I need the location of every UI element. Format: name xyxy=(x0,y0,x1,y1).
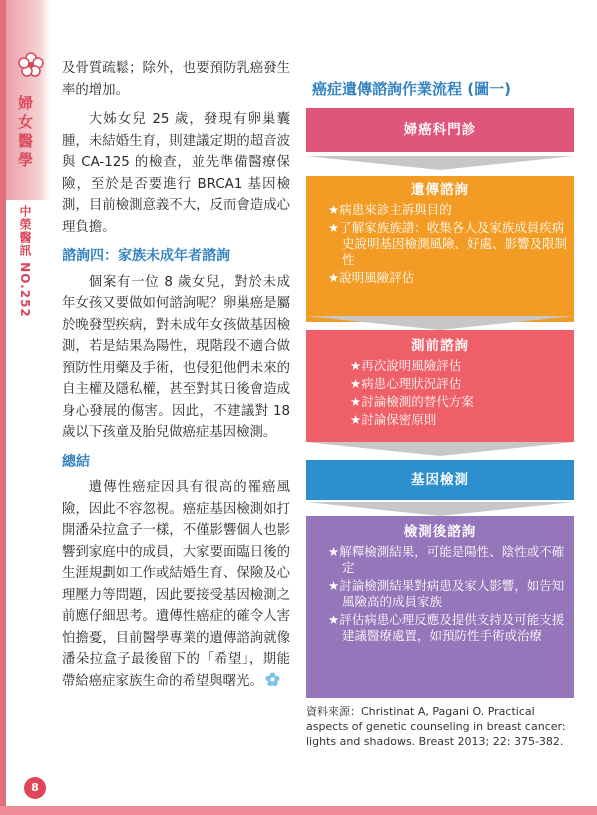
flow-step-list xyxy=(350,358,574,428)
flower-icon xyxy=(18,52,44,78)
paragraph-text: 遺傳性癌症因具有很高的罹癌風險，因此不容忽視。癌症基因檢測如打開潘朵拉盒子一樣，不僅影響個人也影響到家庭中的成員，大家要面臨日後的生涯規劃如工作或結婚生育、保險及心理壓力等問題，因此要接受基因檢測之前應仔細思考。遺傳性癌症的確令人害怕擔憂，目前醫學專業的遺傳諮詢就像潘朵拉盒子最後留下的「希望」，期能帶給癌症家族生命的希望與曙光。 xyxy=(62,480,290,689)
issue-label: 中榮醫訊 NO.252 xyxy=(18,205,32,318)
flow-step-heading: 基因檢測 xyxy=(411,472,469,488)
section-heading: 總結 xyxy=(62,453,90,470)
paragraph: 個案有一位 8 歲女兒，對於未成年女孩又要做如何諮詢呢？卵巢癌是屬於晚發型疾病，對未成年女孩做基因檢測，若是結果為陽性，現階段不適合做預防性用藥及手術，也侵犯他們未來的自主權及隱私權，甚至對其日後會造成身心發展的傷害。因此，不建議對 18 歲以下孩童及胎兒做癌症基因檢測。 xyxy=(62,274,290,440)
arrow-down-icon xyxy=(306,156,574,170)
list-item: ★討論檢測的替代方案 xyxy=(350,394,474,409)
flow-step-heading: 檢測後諮詢 xyxy=(403,524,477,540)
list-item: ★病患來診主訴與目的 xyxy=(328,202,452,217)
list-item: ★說明風險評估 xyxy=(328,270,415,285)
flow-step-heading: 遺傳諮詢 xyxy=(411,182,469,198)
flow-step-gyn-clinic xyxy=(306,108,574,152)
list-item: ★了解家族族譜：收集各人及家族成員疾病史說明基因檢測風險、好處、影響及限制性 xyxy=(328,220,568,267)
paragraph: 及骨質疏鬆；除外，也要預防乳癌發生率的增加。 xyxy=(62,61,290,98)
flow-step-posttest-counseling xyxy=(306,516,574,698)
arrow-down-icon xyxy=(306,442,574,456)
arrow-down-icon xyxy=(306,502,574,516)
list-item: ★解釋檢測結果，可能是陽性、陰性或不確定 xyxy=(328,544,565,575)
source-citation: 資料來源：Christinat A, Pagani O. Practical aspects of genetic counseling in breast cancer: lights and shadows. Breast 2013; 22: 375-382. xyxy=(306,705,566,748)
sidebar xyxy=(0,0,50,815)
flow-step-genetic-counseling xyxy=(306,176,574,322)
list-item: ★病患心理狀況評估 xyxy=(350,376,462,391)
article-body xyxy=(62,58,290,700)
bottom-rule xyxy=(0,806,597,815)
paragraph: 大姊女兒 25 歲，發現有卵巢囊腫，未結婚生育，則建議定期的超音波與 CA-125 的檢查，並先準備醫療保險，至於是否要進行 BRCA1 基因檢測，目前檢測意義不大，反而會造成心理負擔。 xyxy=(62,112,290,235)
arrow-down-icon xyxy=(306,316,574,330)
section-heading: 諮詢四：家族未成年者諮詢 xyxy=(62,248,230,264)
flow-step-pretest-counseling xyxy=(306,330,574,442)
list-item: ★再次說明風險評估 xyxy=(350,358,462,373)
flow-step-list xyxy=(328,544,574,644)
list-item: ★討論檢測結果對病患及家人影響，如告知風險高的成員家族 xyxy=(328,578,565,609)
page-number: 8 xyxy=(24,777,46,799)
flow-step-list xyxy=(328,202,574,286)
section-title: 婦女醫學 xyxy=(16,95,34,171)
flow-step-heading: 測前諮詢 xyxy=(411,338,469,354)
flow-step-genetic-test xyxy=(306,460,574,500)
list-item: ★評估病患心理反應及提供支持及可能支援建議醫療處置，如預防性手術或治療 xyxy=(328,612,565,643)
flower-end-icon xyxy=(265,672,280,687)
sidebar-strip xyxy=(0,0,6,815)
paragraph-summary xyxy=(62,477,290,692)
list-item: ★討論保密原則 xyxy=(350,412,437,427)
flowchart-title: 癌症遺傳諮詢作業流程 (圖一) xyxy=(312,80,511,98)
flow-step-heading: 婦癌科門診 xyxy=(403,122,477,138)
